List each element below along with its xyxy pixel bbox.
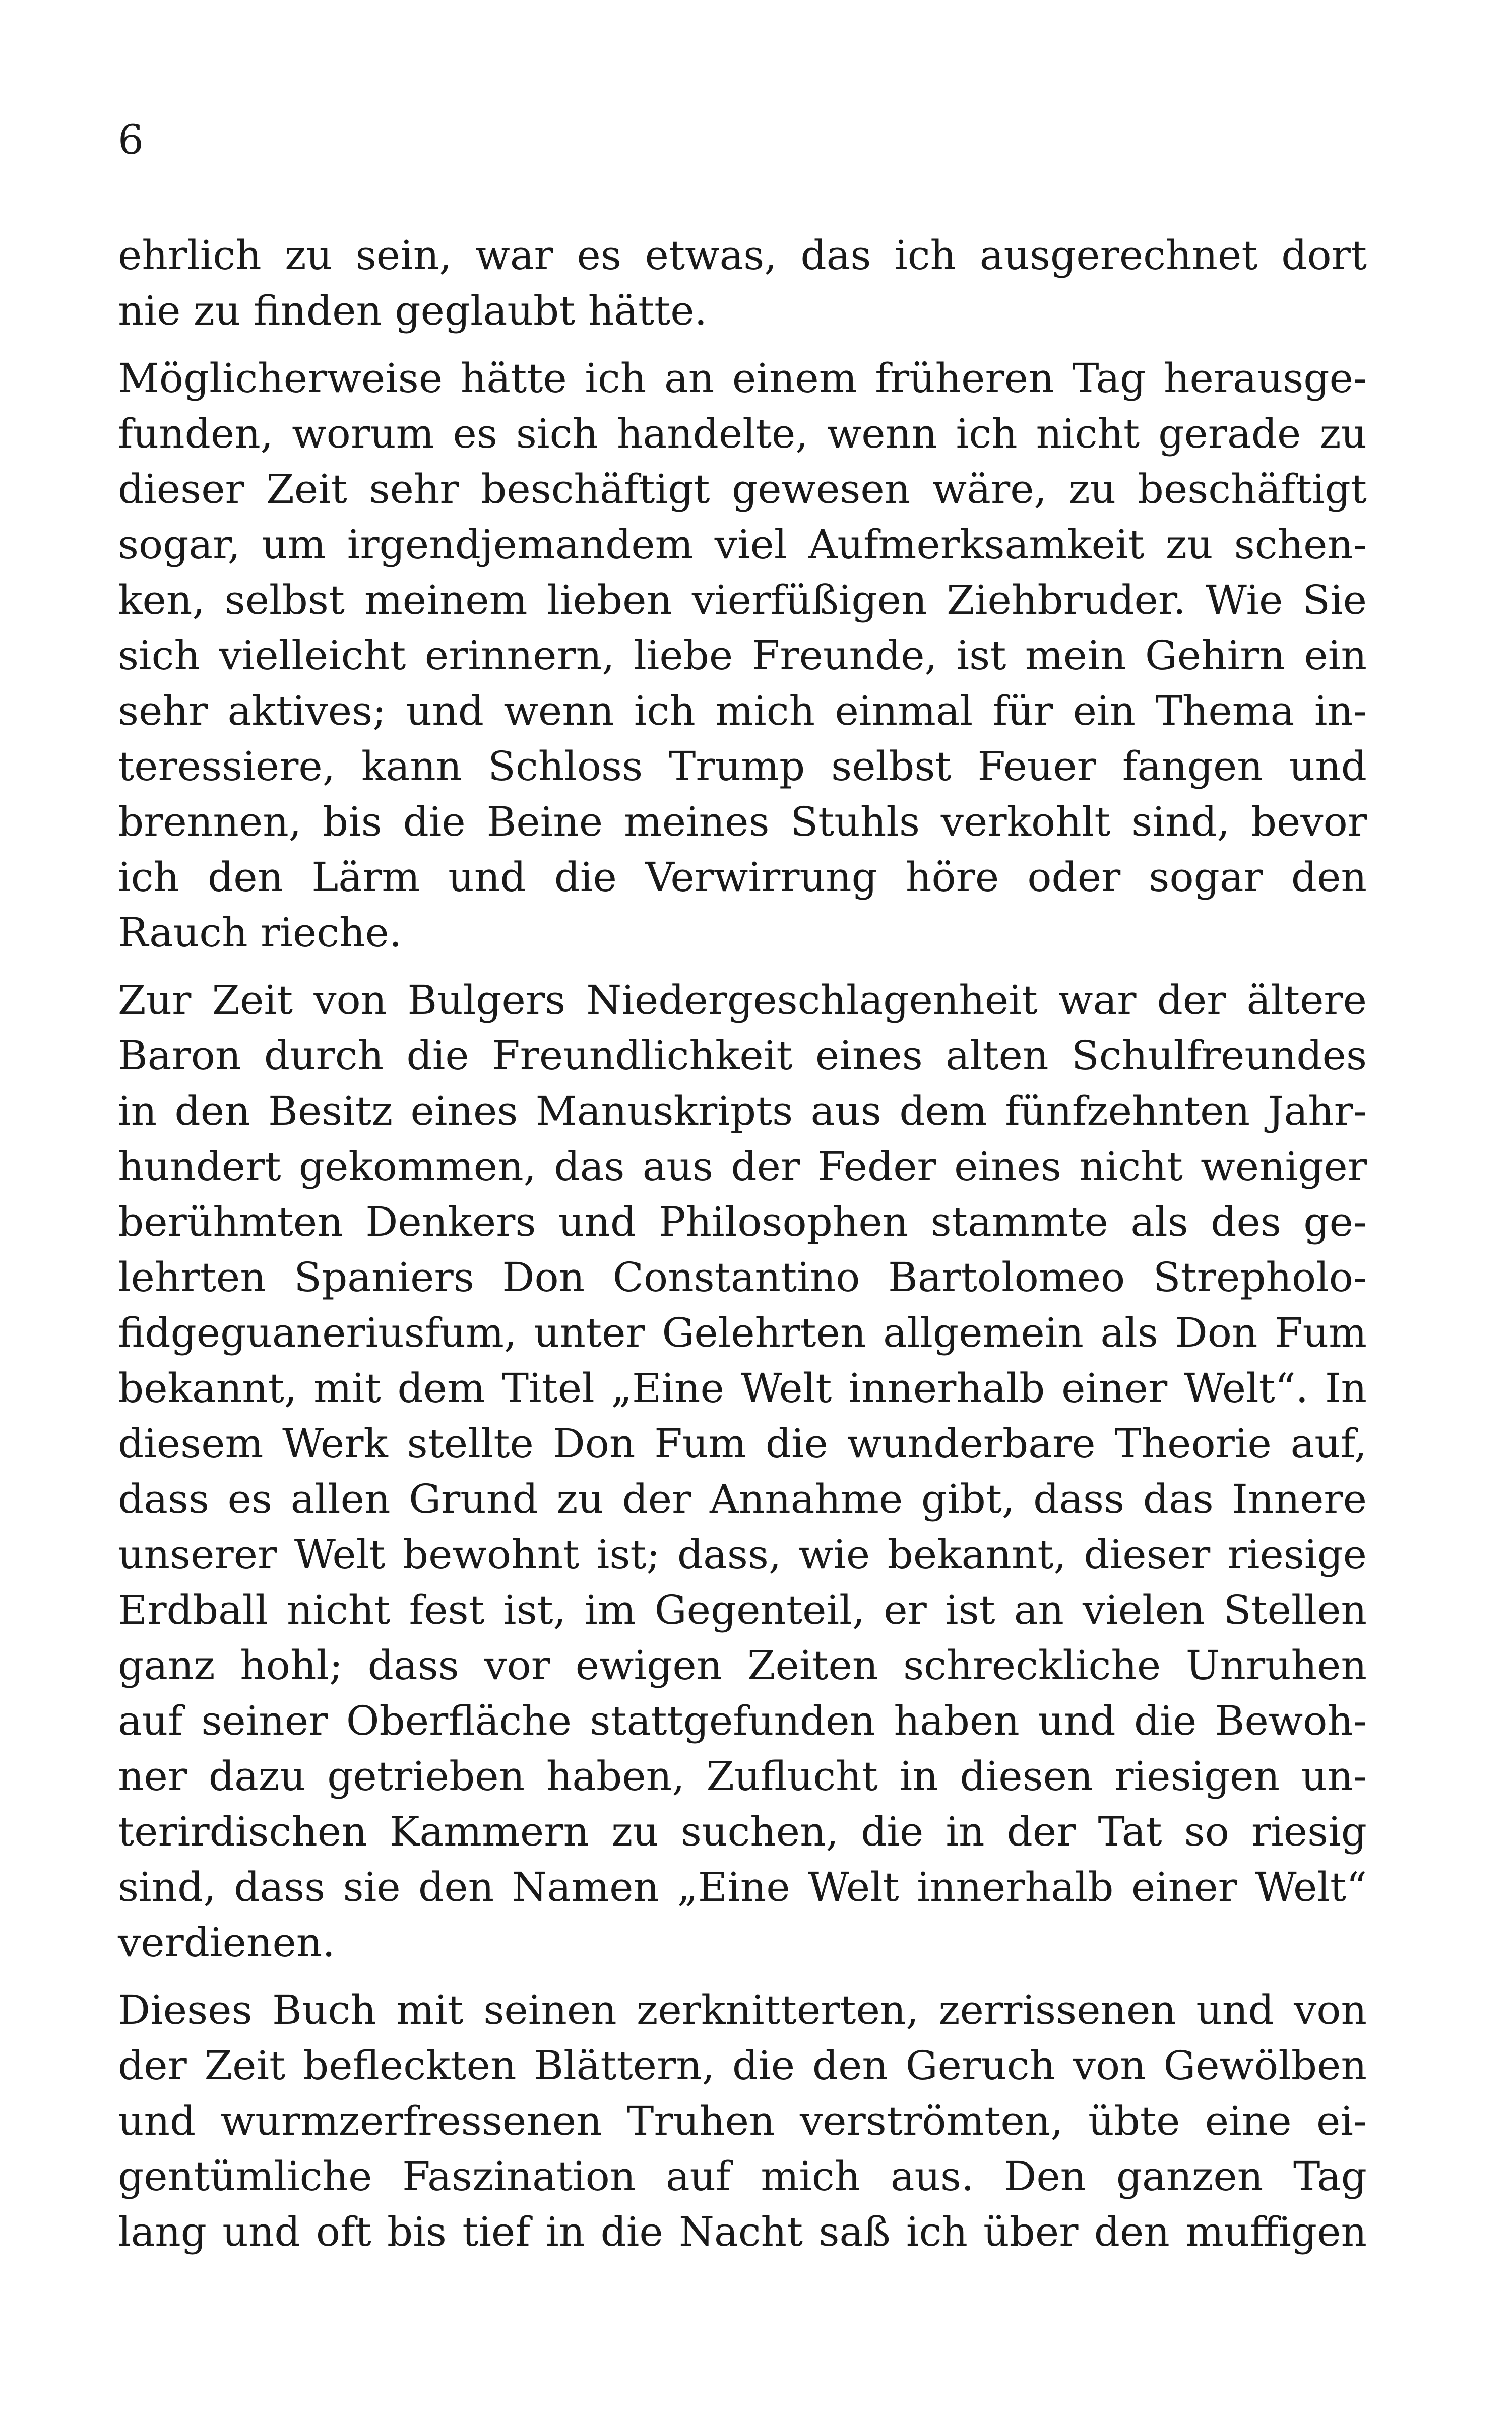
text-line: bekannt, mit dem Titel „Eine Welt innerhalb einer Welt“. In (118, 1365, 1367, 1412)
text-line: funden, worum es sich handelte, wenn ich nicht gerade zu (118, 410, 1367, 457)
text-line: sich vielleicht erinnern, liebe Freunde, ist mein Gehirn ein (118, 632, 1367, 679)
text-line: diesem Werk stellte Don Fum die wunderbare Theorie auf, (118, 1420, 1367, 1467)
text-line: auf seiner Oberfläche stattgefunden haben und die Bewoh- (118, 1697, 1367, 1744)
page-number: 6 (118, 116, 144, 163)
text-line: lehrten Spaniers Don Constantino Bartolomeo Strepholo- (118, 1254, 1367, 1301)
paragraph (118, 228, 1367, 339)
text-line: Dieses Buch mit seinen zerknitterten, zerrissenen und von (118, 1987, 1367, 2033)
text-line: Rauch rieche. (118, 909, 402, 956)
text-line: sind, dass sie den Namen „Eine Welt innerhalb einer Welt“ (118, 1864, 1367, 1911)
paragraph (118, 351, 1367, 961)
text-line: Baron durch die Freundlichkeit eines alten Schulfreundes (118, 1032, 1367, 1079)
body-text (118, 228, 1367, 2272)
text-line: hundert gekommen, das aus der Feder eines nicht weniger (118, 1143, 1367, 1190)
text-line: sehr aktives; und wenn ich mich einmal für ein Thema in- (118, 687, 1367, 734)
text-line: sogar, um irgendjemandem viel Aufmerksamkeit zu schen- (118, 521, 1367, 568)
text-line: Erdball nicht fest ist, im Gegenteil, er ist an vielen Stellen (118, 1586, 1367, 1633)
text-line: ken, selbst meinem lieben vierfüßigen Ziehbruder. Wie Sie (118, 577, 1367, 623)
text-line: teressiere, kann Schloss Trump selbst Feuer fangen und (118, 743, 1367, 790)
text-line: berühmten Denkers und Philosophen stammte als des ge- (118, 1198, 1367, 1245)
text-line: brennen, bis die Beine meines Stuhls verkohlt sind, bevor (118, 798, 1367, 845)
text-line: ganz hohl; dass vor ewigen Zeiten schreckliche Unruhen (118, 1642, 1367, 1689)
text-line: und wurmzerfressenen Truhen verströmten, übte eine ei- (118, 2097, 1367, 2144)
text-line: dieser Zeit sehr beschäftigt gewesen wäre, zu beschäftigt (118, 466, 1367, 513)
text-line: lang und oft bis tief in die Nacht saß ich über den muffigen (118, 2208, 1367, 2255)
text-line: verdienen. (118, 1919, 335, 1966)
text-line: ner dazu getrieben haben, Zuflucht in diesen riesigen un- (118, 1753, 1367, 1800)
text-line: ehrlich zu sein, war es etwas, das ich ausgerechnet dort (118, 232, 1367, 279)
text-line: gentümliche Faszination auf mich aus. Den ganzen Tag (118, 2153, 1367, 2200)
text-line: dass es allen Grund zu der Annahme gibt, dass das Innere (118, 1476, 1367, 1522)
text-line: der Zeit befleckten Blättern, die den Geruch von Gewölben (118, 2042, 1367, 2089)
text-line: unserer Welt bewohnt ist; dass, wie bekannt, dieser riesige (118, 1531, 1367, 1578)
paragraph (118, 973, 1367, 1970)
text-line: Zur Zeit von Bulgers Niedergeschlagenheit war der ältere (118, 977, 1367, 1024)
text-line: in den Besitz eines Manuskripts aus dem fünfzehnten Jahr- (118, 1088, 1367, 1134)
text-line: fidgeguaneriusfum, unter Gelehrten allgemein als Don Fum (118, 1309, 1367, 1356)
text-line: terirdischen Kammern zu suchen, die in der Tat so riesig (118, 1808, 1367, 1855)
text-line: Möglicherweise hätte ich an einem früheren Tag herausge- (118, 355, 1367, 402)
paragraph (118, 1983, 1367, 2260)
book-page (118, 0, 1367, 2417)
text-line: ich den Lärm und die Verwirrung höre oder sogar den (118, 854, 1367, 901)
text-line: nie zu finden geglaubt hätte. (118, 287, 708, 334)
